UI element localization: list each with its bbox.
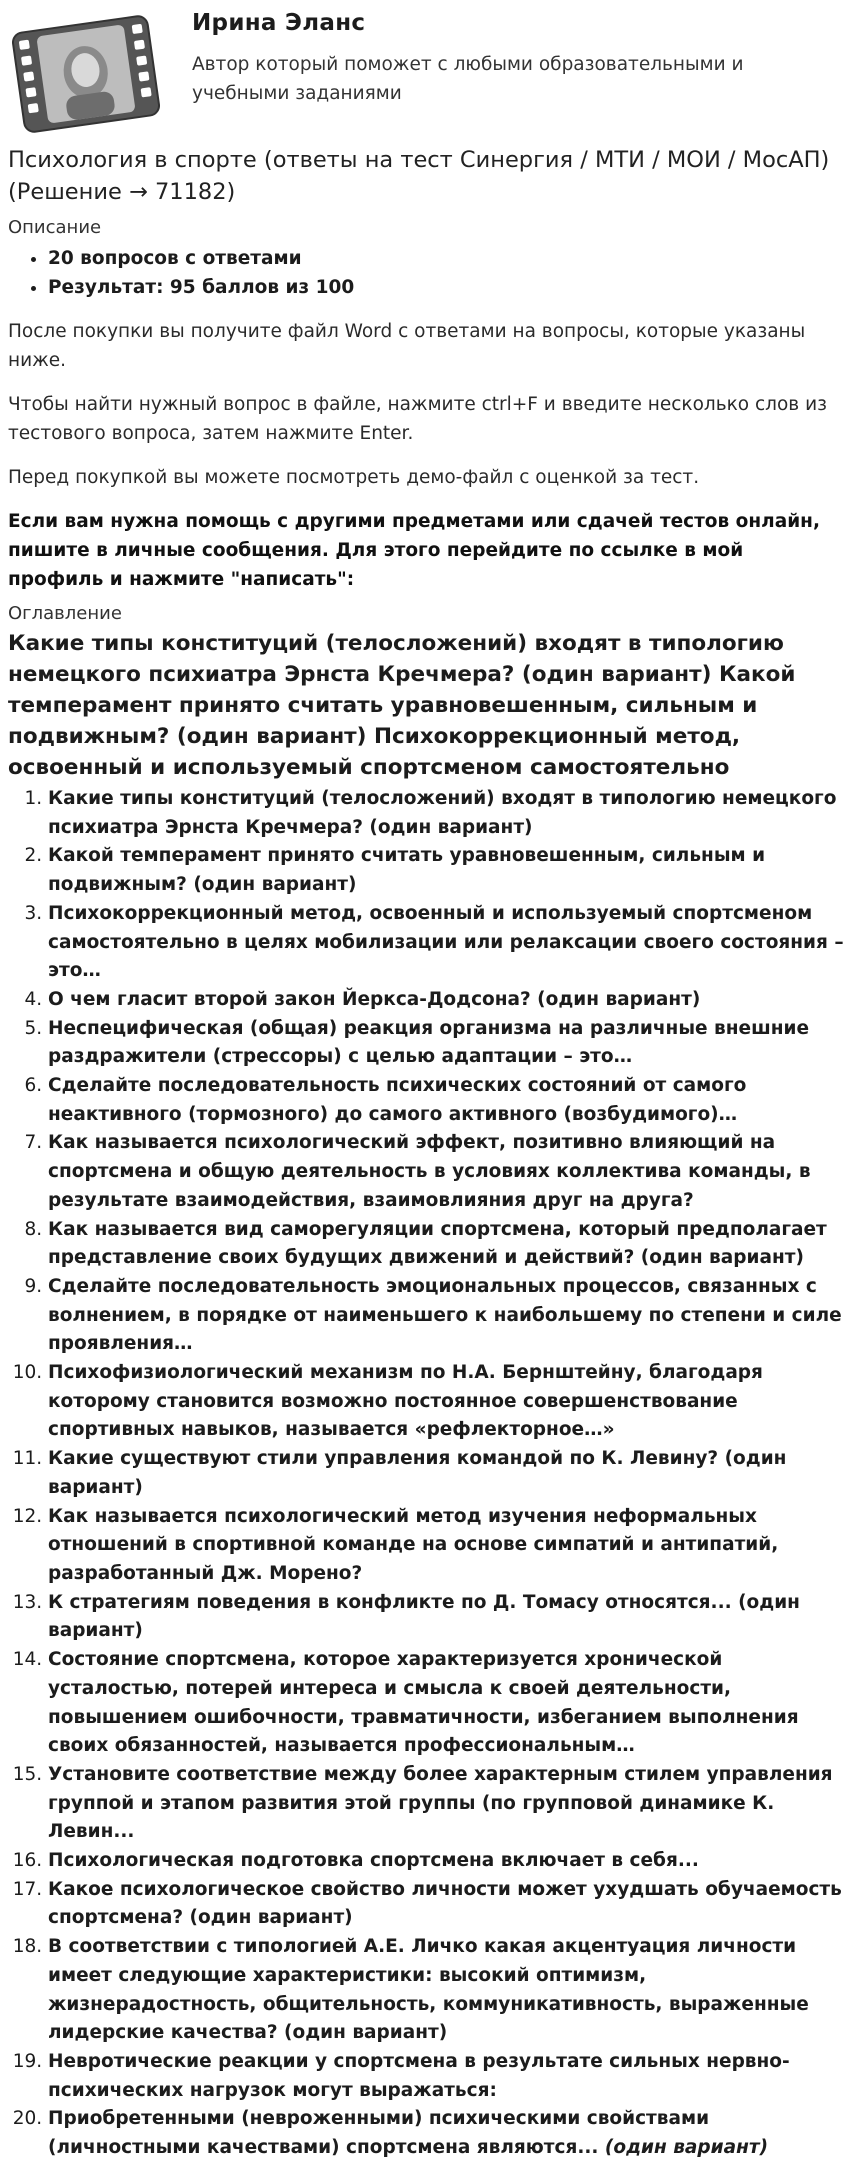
question-item: 1. Какие типы конституций (телосложений) входят в типологию немецкого психиатра Эрнста Кречмера? (один вариант) xyxy=(48,785,847,842)
question-suffix: (один вариант) xyxy=(604,2137,769,2159)
question-item: 13. К стратегиям поведения в конфликте по Д. Томасу относятся... (один вариант) xyxy=(48,1589,847,1646)
demo-info: Перед покупкой вы можете посмотреть демо-файл с оценкой за тест. xyxy=(8,467,700,488)
question-item: 18. В соответствии с типологией А.Е. Личко какая акцентуация личности имеет следующие характеристики: высокий оптимизм, жизнерадостность, общительность, коммуникативность, выраженные лидерские качества? (один вариант) xyxy=(48,1933,847,2048)
question-item: 6. Сделайте последовательность психических состояний от самого неактивного (тормозного) до самого активного (возбудимого)… xyxy=(48,1072,847,1129)
author-card xyxy=(8,0,839,140)
question-item: 11. Какие существуют стили управления командой по К. Левину? (один вариант) xyxy=(48,1445,847,1502)
question-text: Приобретенными (невроженными) психическими свойствами (личностными качествами) спортсмена являются... xyxy=(48,2108,710,2159)
question-item: 3. Психокоррекционный метод, освоенный и используемый спортсменом самостоятельно в целях мобилизации или релаксации своего состояния – это… xyxy=(48,900,847,986)
description-label: Описание xyxy=(8,217,102,238)
result-badges xyxy=(8,244,839,302)
help-text: Если вам нужна помощь с другими предметами или сдачей тестов онлайн, пишите в личные сообщения. Для этого перейдите по ссылке в мой профиль и нажмите "написать": xyxy=(8,511,820,590)
author-description: Автор который поможет с любыми образовательными и учебными заданиями xyxy=(192,54,744,104)
question-item: 7. Как называется психологический эффект, позитивно влияющий на спортсмена и общую деятельность в условиях коллектива команды, в результате взаимодействия, взаимовлияния друг на друга? xyxy=(48,1129,847,1215)
toc-heading: Какие типы конституций (телосложений) входят в типологию немецкого психиатра Эрнста Кречмера? (один вариант) Какой темперамент принято считать уравновешенным, сильным и подвижным? (один вариант) Психокоррекционный метод, освоенный и используемый спортсменом самостоятельно xyxy=(8,631,796,780)
question-item: 19. Невротические реакции у спортсмена в результате сильных нервно-психических нагрузок могут выражаться: xyxy=(48,2048,847,2105)
question-list xyxy=(8,785,847,2163)
purchase-info: После покупки вы получите файл Word с ответами на вопросы, которые указаны ниже. xyxy=(8,321,806,371)
question-item: 17. Какое психологическое свойство личности может ухудшать обучаемость спортсмена? (один вариант) xyxy=(48,1876,847,1933)
author-name[interactable]: Ирина Эланс xyxy=(192,10,366,36)
question-item: 14. Состояние спортсмена, которое характеризуется хронической усталостью, потерей интереса и смысла к своей деятельности, повышением ошибочности, травматичности, избеганием выполнения своих обязанностей, называется профессиональным… xyxy=(48,1646,847,1761)
page-title: Психология в спорте (ответы на тест Синергия / МТИ / МОИ / МосАП) (Решение → 71182) xyxy=(8,147,830,205)
question-item: 16. Психологическая подготовка спортсмена включает в себя... xyxy=(48,1847,847,1876)
search-tip: Чтобы найти нужный вопрос в файле, нажмите ctrl+F и введите несколько слов из тестового вопроса, затем нажмите Enter. xyxy=(8,394,827,444)
question-item: 10. Психофизиологический механизм по Н.А. Бернштейну, благодаря которому становится возможно постоянное совершенствование спортивных навыков, называется «рефлекторное…» xyxy=(48,1359,847,1445)
question-item: 8. Как называется вид саморегуляции спортсмена, который предполагает представление своих будущих движений и действий? (один вариант) xyxy=(48,1216,847,1273)
badge-question-count: • 20 вопросов с ответами xyxy=(48,244,839,273)
question-item: 2. Какой темперамент принято считать уравновешенным, сильным и подвижным? (один вариант) xyxy=(48,842,847,899)
toc-label: Оглавление xyxy=(8,603,122,624)
question-item: 12. Как называется психологический метод изучения неформальных отношений в спортивной команде на основе симпатий и антипатий, разработанный Дж. Морено? xyxy=(48,1503,847,1589)
author-avatar[interactable] xyxy=(12,14,160,134)
question-item-last xyxy=(48,2105,847,2162)
question-item: 9. Сделайте последовательность эмоциональных процессов, связанных с волнением, в порядке от наименьшего к наибольшему по степени и силе проявления… xyxy=(48,1273,847,1359)
author-avatar-icon xyxy=(12,14,160,134)
question-item: 15. Установите соответствие между более характерным стилем управления группой и этапом развития этой группы (по групповой динамике К. Левин... xyxy=(48,1761,847,1847)
question-item: 5. Неспецифическая (общая) реакция организма на различные внешние раздражители (стрессоры) с целью адаптации – это… xyxy=(48,1015,847,1072)
badge-score: • Результат: 95 баллов из 100 xyxy=(48,273,839,302)
question-item: 4. О чем гласит второй закон Йеркса-Додсона? (один вариант) xyxy=(48,986,847,1015)
